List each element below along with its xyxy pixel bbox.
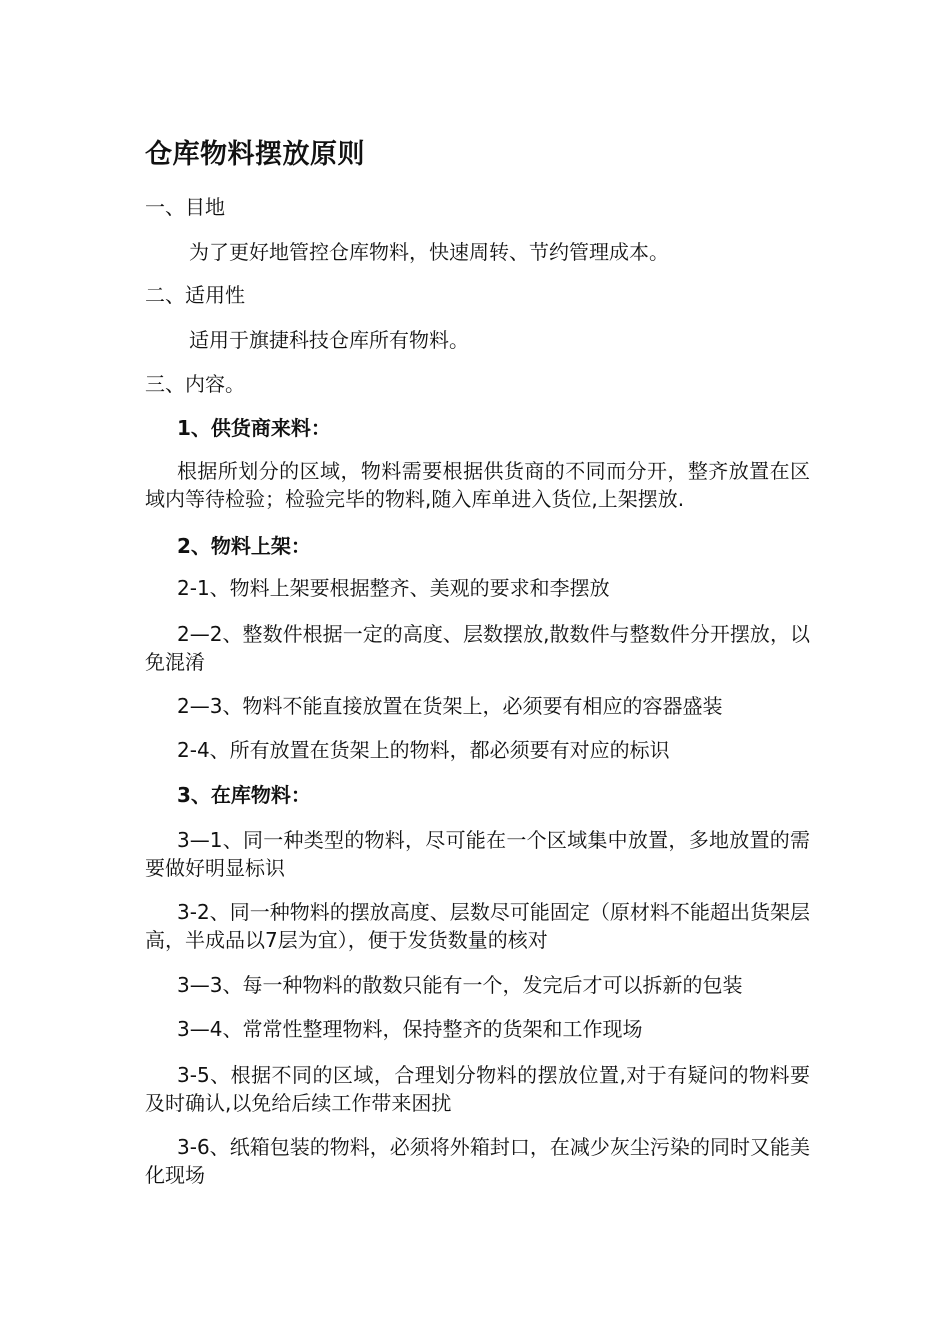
subsection-heading-supplier: 1、供货商来料： [177, 416, 331, 440]
document-title: 仓库物料摆放原则 [145, 139, 365, 170]
paragraph-supplier: 根据所划分的区域，物料需要根据供货商的不同而分开，整齐放置在区域内等待检验；检验完毕的物料,随入库单进入货位,上架摆放. [145, 459, 810, 511]
list-item: 3-5、根据不同的区域，合理划分物料的摆放位置,对于有疑问的物料要及时确认,以免给后续工作带来困扰 [145, 1063, 810, 1115]
subsection-heading-stock: 3、在库物料： [177, 783, 311, 807]
list-item: 3—1、同一种类型的物料，尽可能在一个区域集中放置，多地放置的需要做好明显标识 [145, 828, 810, 880]
list-item: 3—3、每一种物料的散数只能有一个，发完后才可以拆新的包装 [177, 973, 743, 997]
list-item: 3-6、纸箱包装的物料，必须将外箱封口，在减少灰尘污染的同时又能美化现场 [145, 1135, 810, 1187]
section-text-purpose: 为了更好地管控仓库物料，快速周转、节约管理成本。 [189, 240, 669, 264]
section-heading-purpose: 一、目地 [145, 195, 225, 219]
list-item: 3—4、常常性整理物料，保持整齐的货架和工作现场 [177, 1017, 643, 1041]
list-item: 2—2、整数件根据一定的高度、层数摆放,散数件与整数件分开摆放，以免混淆 [145, 622, 810, 674]
list-item: 3-2、同一种物料的摆放高度、层数尽可能固定（原材料不能超出货架层高，半成品以7层为宜），便于发货数量的核对 [145, 900, 810, 952]
section-heading-scope: 二、适用性 [145, 283, 245, 307]
section-heading-content: 三、内容。 [145, 372, 245, 396]
section-text-scope: 适用于旗捷科技仓库所有物料。 [189, 328, 469, 352]
list-item: 2—3、物料不能直接放置在货架上，必须要有相应的容器盛装 [177, 694, 723, 718]
list-item: 2-4、所有放置在货架上的物料，都必须要有对应的标识 [177, 738, 670, 762]
subsection-heading-shelving: 2、物料上架： [177, 534, 311, 558]
list-item: 2-1、物料上架要根据整齐、美观的要求和李摆放 [177, 576, 610, 600]
